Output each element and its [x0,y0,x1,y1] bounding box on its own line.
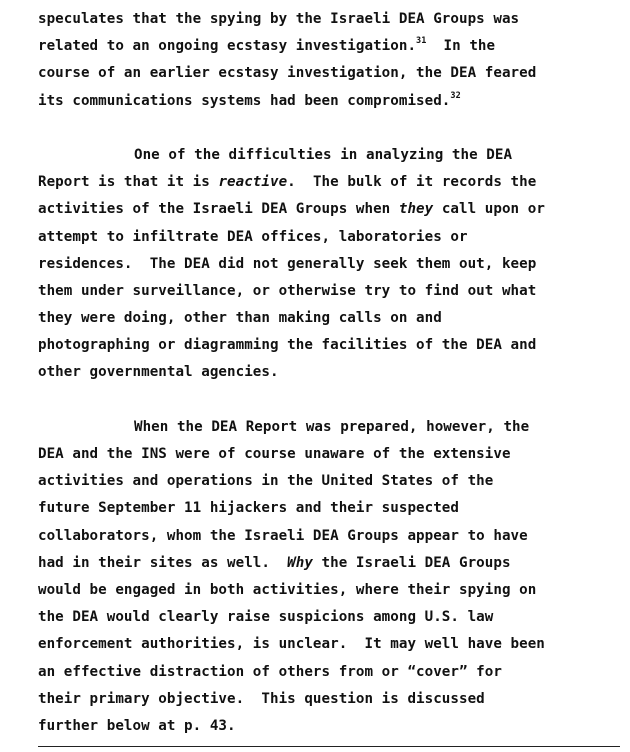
document-body [38,6,618,740]
text-line [38,359,618,386]
text-segment: One of the difficulties in analyzing the DEA [134,146,513,163]
text-segment: attempt to infiltrate DEA offices, laboratories or [38,228,468,245]
paragraph-3 [38,414,618,740]
text-segment: activities and operations in the United States of the [38,473,494,490]
paragraph-1 [38,6,618,115]
text-line [38,604,618,631]
text-segment: related to an ongoing ecstasy investigation. [38,38,417,55]
text-line [38,278,618,305]
text-line [38,60,618,87]
text-segment: had in their sites as well. [38,554,288,571]
text-segment: DEA and the INS were of course unaware of the extensive [38,446,511,462]
text-line [38,305,618,332]
text-segment: their primary objective. This question is discussed [38,690,485,707]
text-line [38,659,618,686]
text-segment: activities of the Israeli DEA Groups when [38,201,399,218]
footnote-separator-rule [38,746,620,747]
text-line [38,631,618,658]
text-segment: speculates that the spying by the Israeli DEA Groups was [38,11,520,27]
text-segment: course of an earlier ecstasy investigation, the DEA feared [38,65,537,82]
footnote-reference: 32 [450,90,461,101]
text-segment: call upon or [433,201,545,218]
text-line [38,196,618,223]
text-segment: In the [426,38,496,55]
emphasized-text: they [398,201,434,218]
text-segment: they were doing, other than making calls on and [38,310,442,327]
text-segment: future September 11 hijackers and their suspected [38,500,459,517]
text-line [38,33,618,60]
text-segment: the Israeli DEA Groups [312,554,511,571]
text-line [38,88,618,115]
text-segment: other governmental agencies. [38,364,279,381]
text-line [38,332,618,359]
text-segment: . The bulk of it records the [287,174,537,191]
text-line [38,523,618,550]
paragraph-spacer [38,115,618,142]
text-segment: further below at p. 43. [38,717,236,734]
text-segment: photographing or diagramming the facilities of the DEA and [38,337,537,354]
text-line [38,169,618,196]
text-line [38,686,618,713]
text-line [38,142,618,169]
text-line [38,550,618,577]
text-line [38,6,618,33]
text-line [38,495,618,522]
text-line [38,577,618,604]
text-line [38,414,618,441]
text-segment: enforcement authorities, is unclear. It may well have been [38,636,545,653]
emphasized-text: Why [287,554,313,571]
text-line [38,251,618,278]
text-segment: them under surveillance, or otherwise try to find out what [38,282,537,299]
text-segment: Report is that it is [38,174,219,191]
text-segment: its communications systems had been compromised. [38,92,451,109]
footnote-reference: 31 [416,36,427,47]
text-line [38,713,618,740]
text-line [38,224,618,251]
text-segment: collaborators, whom the Israeli DEA Groups appear to have [38,527,528,544]
text-line [38,441,618,468]
text-line [38,468,618,495]
text-segment: the DEA would clearly raise suspicions among U.S. law [38,609,494,626]
paragraph-2 [38,142,618,387]
text-segment: an effective distraction of others from or “cover” for [38,663,502,680]
text-segment: would be engaged in both activities, where their spying on [38,581,537,598]
text-segment: When the DEA Report was prepared, however, the [134,418,530,435]
text-segment: residences. The DEA did not generally seek them out, keep [38,255,537,272]
emphasized-text: reactive [218,174,288,191]
paragraph-spacer [38,387,618,414]
